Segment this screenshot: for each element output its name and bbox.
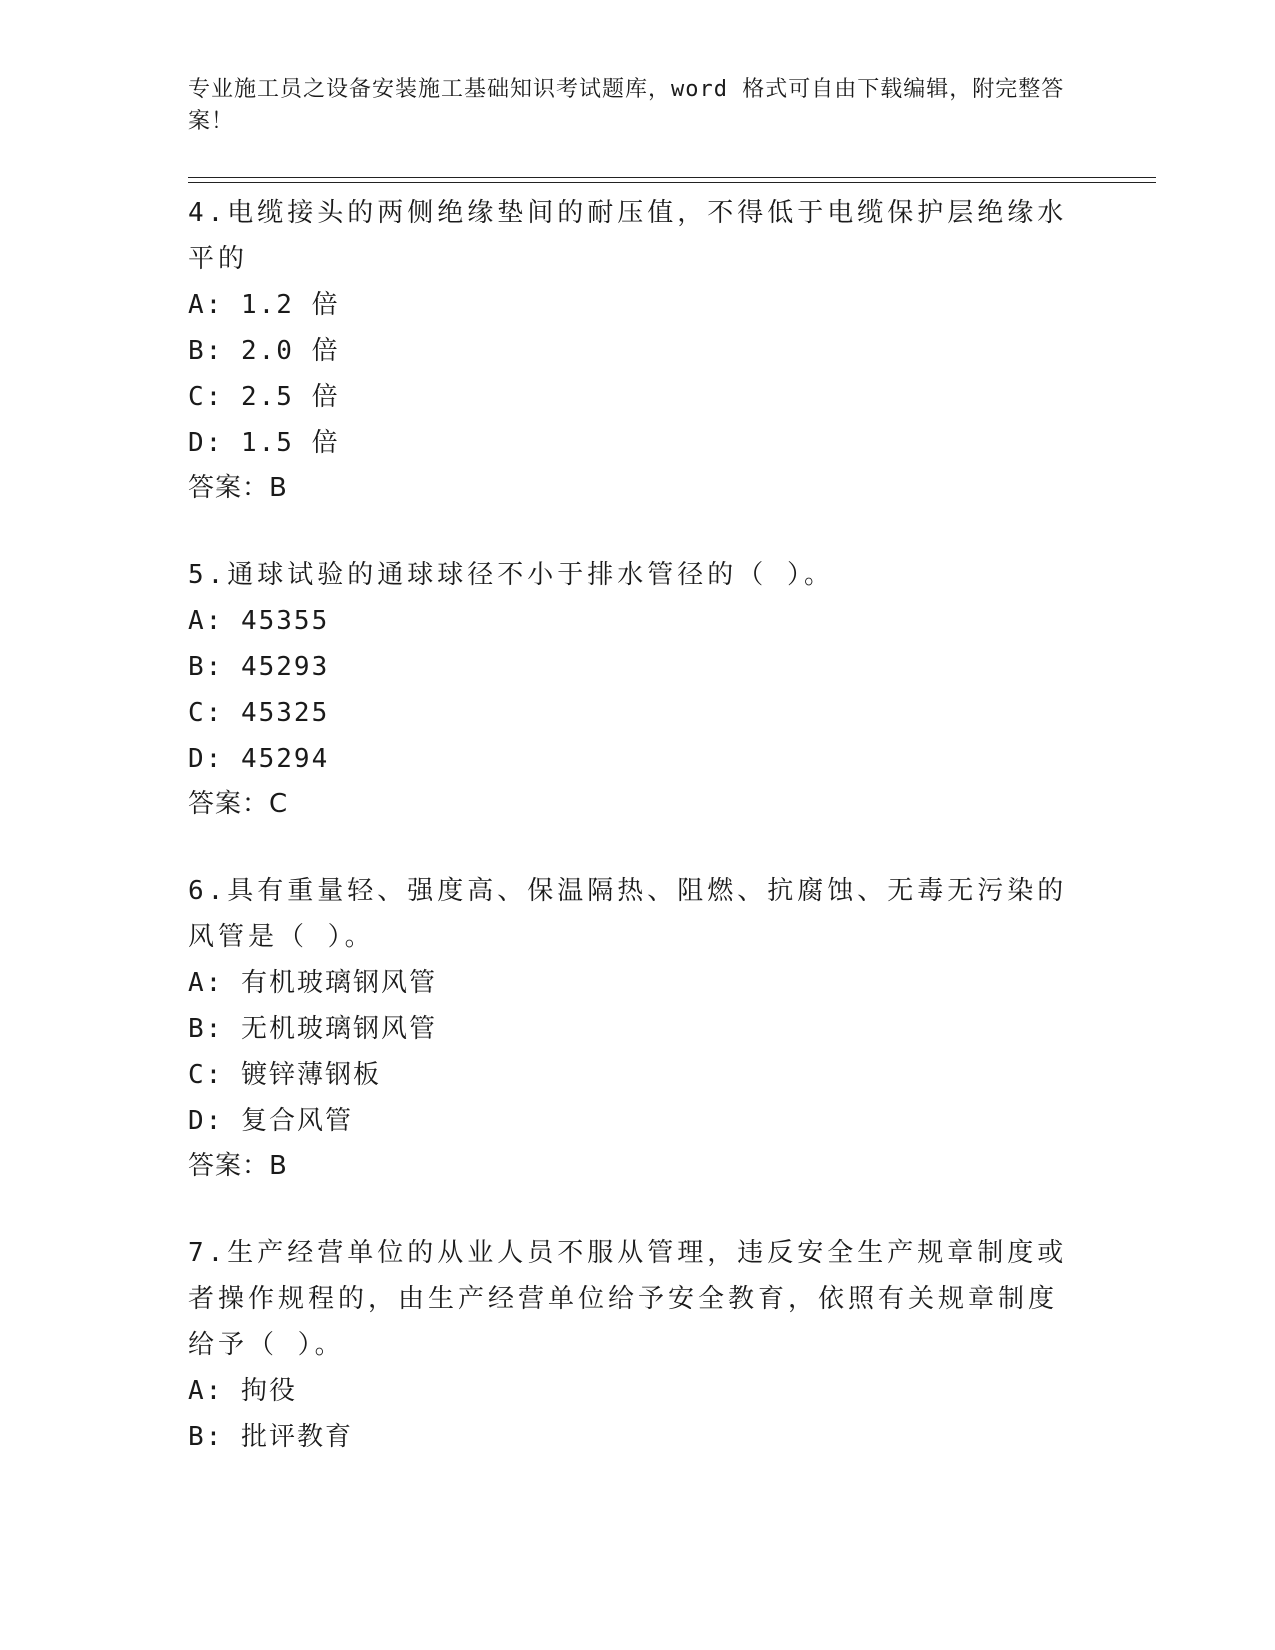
option-d: D: 1.5 倍 — [188, 428, 340, 458]
option-c: C: 45325 — [188, 698, 330, 728]
question-stem: 6.具有重量轻、强度高、保温隔热、阻燃、抗腐蚀、无毒无污染的风管是（ ）。 — [188, 876, 1068, 952]
option-a: A: 45355 — [188, 606, 330, 636]
option-b: B: 45293 — [188, 652, 330, 682]
answer-line: 答案：B — [188, 473, 288, 503]
option-d: D: 复合风管 — [188, 1106, 353, 1136]
option-b: B: 批评教育 — [188, 1422, 353, 1452]
question-stem: 7.生产经营单位的从业人员不服从管理，违反安全生产规章制度或者操作规程的，由生产经营单位给予安全教育，依照有关规章制度给予（ ）。 — [188, 1238, 1068, 1360]
option-c: C: 镀锌薄钢板 — [188, 1060, 381, 1090]
option-b: B: 2.0 倍 — [188, 336, 340, 366]
question-6 — [188, 868, 1068, 1188]
question-7 — [188, 1230, 1068, 1460]
option-a: A: 拘役 — [188, 1376, 297, 1406]
option-a: A: 1.2 倍 — [188, 290, 340, 320]
header-divider — [188, 177, 1156, 183]
document-header: 专业施工员之设备安装施工基础知识考试题库，word 格式可自由下载编辑，附完整答案！ — [188, 77, 1065, 134]
option-a: A: 有机玻璃钢风管 — [188, 968, 437, 998]
question-stem: 4.电缆接头的两侧绝缘垫间的耐压值，不得低于电缆保护层绝缘水平的 — [188, 198, 1068, 274]
answer-line: 答案：B — [188, 1151, 288, 1181]
option-b: B: 无机玻璃钢风管 — [188, 1014, 437, 1044]
answer-line: 答案：C — [188, 789, 289, 819]
question-list — [188, 190, 1068, 1502]
option-d: D: 45294 — [188, 744, 330, 774]
question-5 — [188, 552, 1068, 826]
question-4 — [188, 190, 1068, 510]
option-c: C: 2.5 倍 — [188, 382, 340, 412]
question-stem: 5.通球试验的通球球径不小于排水管径的（ ）。 — [188, 560, 834, 590]
